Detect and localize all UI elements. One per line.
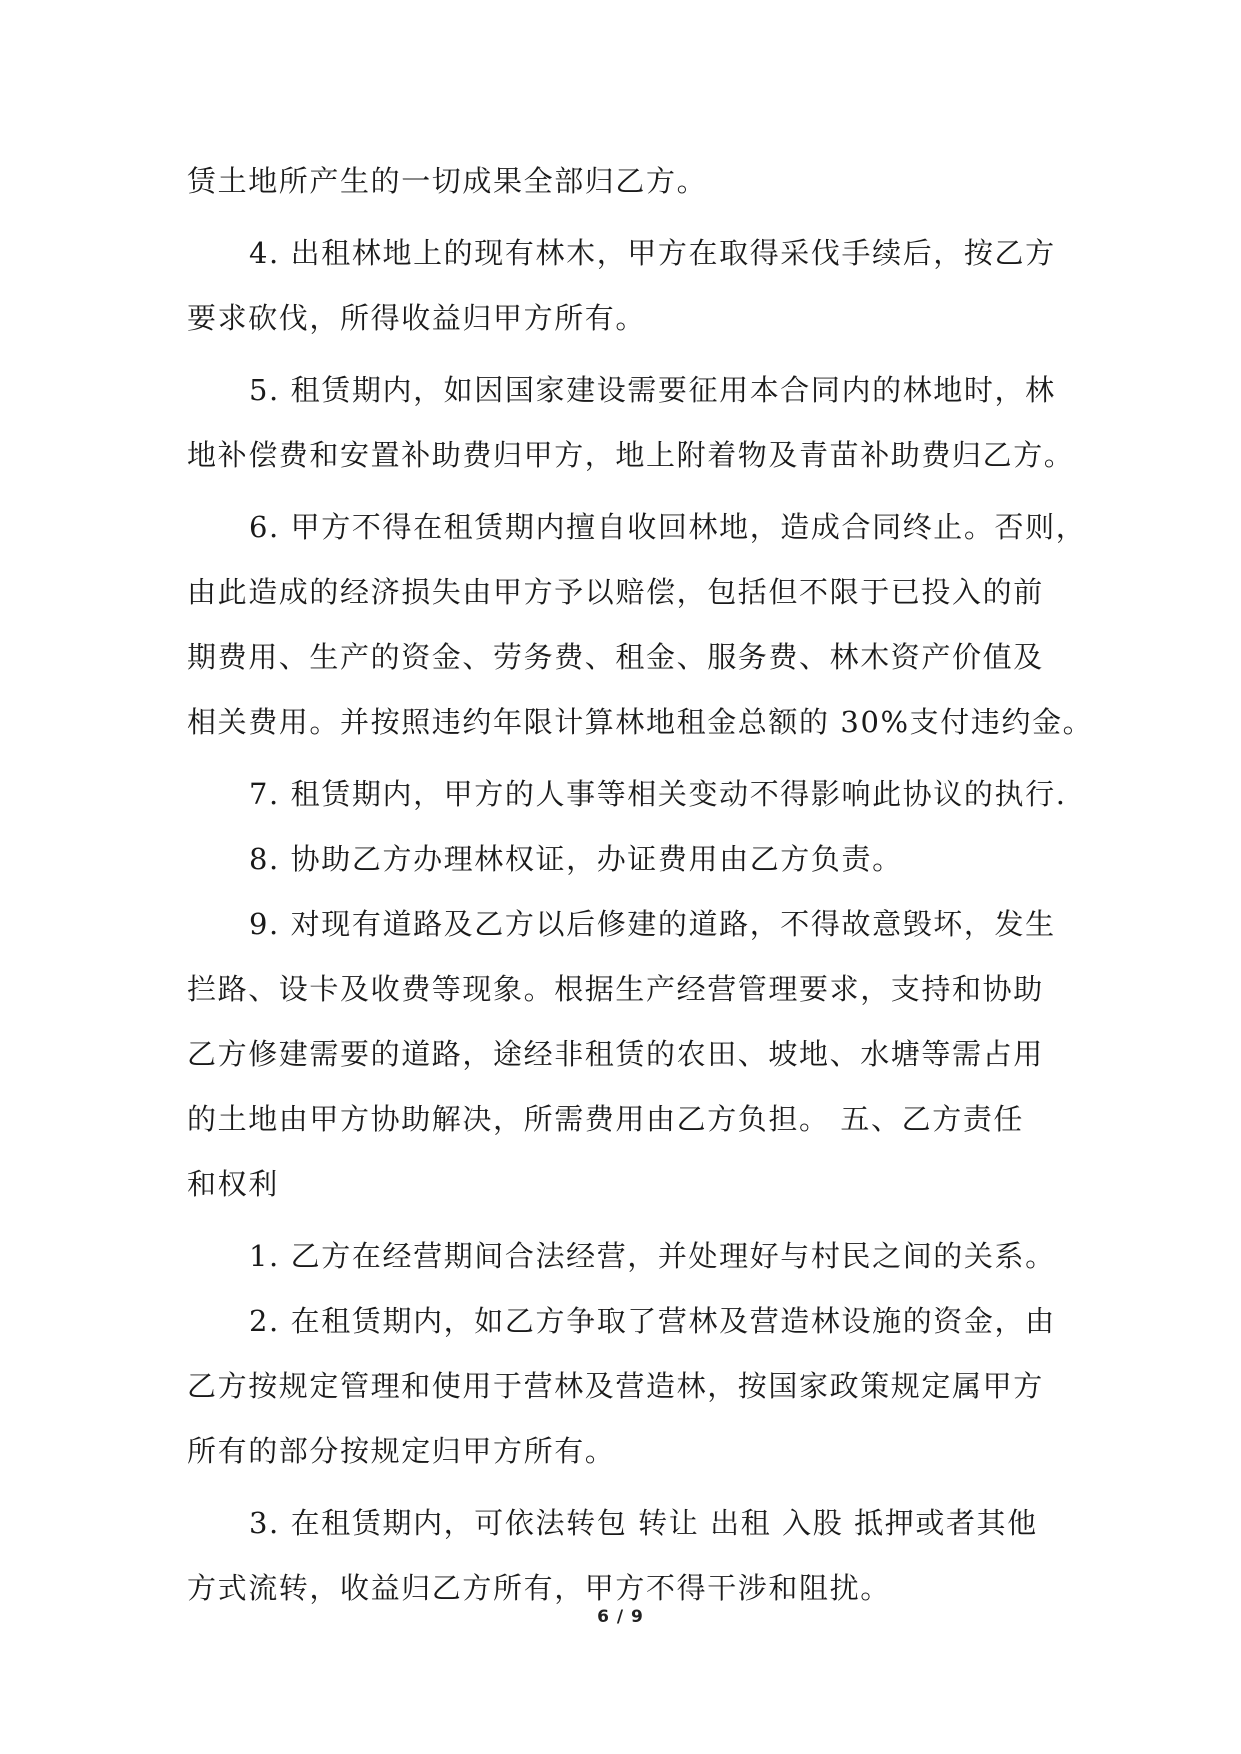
clause-6-line: 6. 甲方不得在租赁期内擅自收回林地，造成合同终止。否则， — [249, 510, 1087, 544]
clause-9-line: 9. 对现有道路及乙方以后修建的道路，不得故意毁坏，发生 — [249, 907, 1056, 941]
text-line: 的土地由甲方协助解决，所需费用由乙方负担。 五、乙方责任 — [187, 1102, 1025, 1136]
clause-5-line: 5. 租赁期内，如因国家建设需要征用本合同内的林地时，林 — [249, 373, 1056, 407]
text-line: 要求砍伐，所得收益归甲方所有。 — [187, 301, 647, 335]
section5-clause-3-line: 3. 在租赁期内，可依法转包 转让 出租 入股 抵押或者其他 — [249, 1506, 1038, 1540]
clause-4-line: 4. 出租林地上的现有林木，甲方在取得采伐手续后，按乙方 — [249, 236, 1056, 270]
text-line: 赁土地所产生的一切成果全部归乙方。 — [187, 164, 708, 198]
text-line: 由此造成的经济损失由甲方予以赔偿，包括但不限于已投入的前 — [187, 575, 1044, 609]
text-line: 和权利 — [187, 1167, 279, 1201]
document-body — [187, 155, 1094, 1627]
section5-clause-1-line: 1. 乙方在经营期间合法经营，并处理好与村民之间的关系。 — [249, 1239, 1056, 1273]
text-line: 地补偿费和安置补助费归甲方，地上附着物及青苗补助费归乙方。 — [187, 438, 1075, 472]
page-number: 6 / 9 — [597, 1607, 644, 1627]
text-line: 方式流转，收益归乙方所有，甲方不得干涉和阻扰。 — [187, 1571, 891, 1605]
text-line: 拦路、设卡及收费等现象。根据生产经营管理要求，支持和协助 — [187, 972, 1044, 1006]
text-line: 乙方修建需要的道路，途经非租赁的农田、坡地、水塘等需占用 — [187, 1037, 1044, 1071]
text-line: 期费用、生产的资金、劳务费、租金、服务费、林木资产价值及 — [187, 640, 1044, 674]
clause-7-line: 7. 租赁期内，甲方的人事等相关变动不得影响此协议的执行. — [249, 777, 1067, 811]
section5-clause-2-line: 2. 在租赁期内，如乙方争取了营林及营造林设施的资金，由 — [249, 1304, 1056, 1338]
text-line: 乙方按规定管理和使用于营林及营造林，按国家政策规定属甲方 — [187, 1369, 1044, 1403]
text-line: 相关费用。并按照违约年限计算林地租金总额的 30%支付违约金。 — [187, 705, 1094, 739]
text-line: 所有的部分按规定归甲方所有。 — [187, 1434, 616, 1468]
clause-8-line: 8. 协助乙方办理林权证，办证费用由乙方负责。 — [249, 842, 903, 876]
